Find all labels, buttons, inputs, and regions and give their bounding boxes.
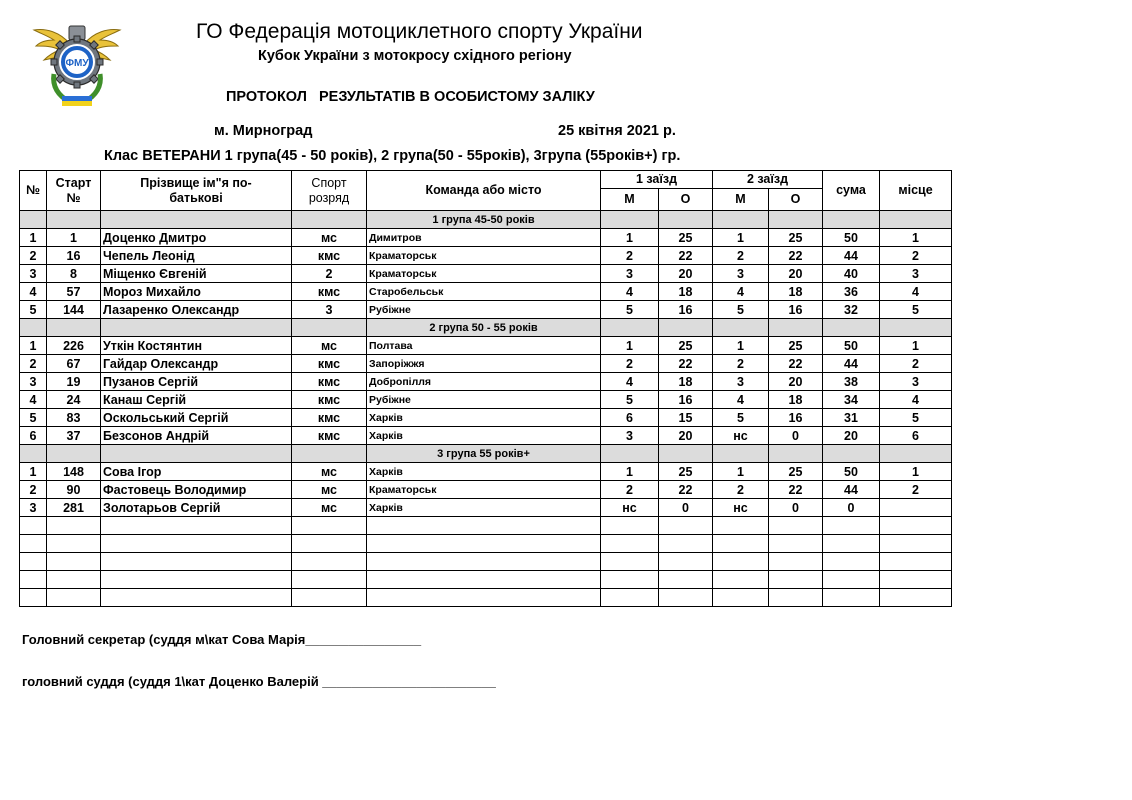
empty-cell [880, 553, 952, 571]
empty-cell [101, 553, 292, 571]
group-header-row [20, 445, 952, 463]
cell-n: 3 [20, 265, 47, 283]
cup-title: Кубок України з мотокросу східного регіону [258, 48, 572, 64]
secretary-line: Головний секретар (суддя м\кат Сова Марія________________ [22, 632, 422, 647]
cell-start: 19 [47, 373, 101, 391]
cell-m1: 1 [601, 229, 659, 247]
empty-cell [367, 553, 601, 571]
cell-o1: 25 [659, 229, 713, 247]
logo-text: ФМУ [65, 58, 89, 69]
empty-cell [601, 571, 659, 589]
empty-cell [20, 517, 47, 535]
cell-team: Харків [367, 499, 601, 517]
empty-cell [713, 553, 769, 571]
empty-cell [101, 211, 292, 229]
table-row [20, 283, 952, 301]
empty-cell [659, 535, 713, 553]
cell-place: 5 [880, 301, 952, 319]
results-body [20, 211, 952, 607]
table-row [20, 463, 952, 481]
cell-m2: нс [713, 427, 769, 445]
cell-o2: 20 [769, 373, 823, 391]
cell-m2: 1 [713, 337, 769, 355]
cell-start: 16 [47, 247, 101, 265]
cell-start: 83 [47, 409, 101, 427]
empty-cell [101, 535, 292, 553]
cell-name: Лазаренко Олександр [101, 301, 292, 319]
empty-cell [292, 553, 367, 571]
table-row [20, 409, 952, 427]
judge-line: головний суддя (суддя 1\кат Доценко Валерій ________________________ [22, 674, 496, 689]
cell-team: Харків [367, 427, 601, 445]
empty-cell [823, 571, 880, 589]
empty-row [20, 535, 952, 553]
empty-cell [769, 589, 823, 607]
cell-sum: 50 [823, 337, 880, 355]
empty-cell [769, 553, 823, 571]
cell-start: 144 [47, 301, 101, 319]
empty-cell [367, 589, 601, 607]
table-row [20, 355, 952, 373]
empty-cell [47, 445, 101, 463]
cell-rank: кмс [292, 391, 367, 409]
cell-o2: 20 [769, 265, 823, 283]
cell-name: Гайдар Олександр [101, 355, 292, 373]
cell-sum: 40 [823, 265, 880, 283]
cell-start: 57 [47, 283, 101, 301]
empty-cell [769, 535, 823, 553]
cell-start: 24 [47, 391, 101, 409]
empty-cell [20, 445, 47, 463]
cell-n: 5 [20, 301, 47, 319]
cell-place: 1 [880, 337, 952, 355]
cell-team: Полтава [367, 337, 601, 355]
empty-cell [880, 571, 952, 589]
col-start: Старт № [47, 171, 101, 211]
cell-m1: 1 [601, 337, 659, 355]
cell-place [880, 499, 952, 517]
cell-n: 2 [20, 355, 47, 373]
cell-rank: кмс [292, 283, 367, 301]
empty-cell [880, 319, 952, 337]
empty-cell [713, 589, 769, 607]
empty-row [20, 571, 952, 589]
cell-team: Рубіжне [367, 391, 601, 409]
cell-m1: 4 [601, 373, 659, 391]
empty-cell [713, 571, 769, 589]
cell-o1: 18 [659, 373, 713, 391]
empty-cell [601, 553, 659, 571]
group-title: 3 група 55 років+ [367, 445, 601, 463]
cell-m2: 4 [713, 391, 769, 409]
cell-o1: 22 [659, 481, 713, 499]
empty-cell [367, 517, 601, 535]
cell-m1: 5 [601, 301, 659, 319]
col-race2: 2 заїзд [713, 171, 823, 189]
empty-cell [101, 319, 292, 337]
cell-m1: 2 [601, 481, 659, 499]
protocol-title: ПРОТОКОЛ РЕЗУЛЬТАТІВ В ОСОБИСТОМУ ЗАЛІКУ [226, 89, 595, 105]
cell-place: 3 [880, 373, 952, 391]
cell-team: Старобельськ [367, 283, 601, 301]
cell-m1: 3 [601, 265, 659, 283]
empty-cell [880, 445, 952, 463]
cell-o2: 25 [769, 337, 823, 355]
empty-cell [292, 535, 367, 553]
cell-m1: 2 [601, 355, 659, 373]
cell-start: 148 [47, 463, 101, 481]
empty-cell [101, 517, 292, 535]
empty-cell [101, 589, 292, 607]
cell-o1: 18 [659, 283, 713, 301]
empty-cell [601, 535, 659, 553]
header-row [20, 171, 952, 189]
group-header-row [20, 211, 952, 229]
empty-cell [292, 517, 367, 535]
cell-name: Сова Ігор [101, 463, 292, 481]
cell-o2: 25 [769, 463, 823, 481]
table-row [20, 337, 952, 355]
empty-cell [769, 211, 823, 229]
cell-o1: 20 [659, 427, 713, 445]
cell-m2: 1 [713, 463, 769, 481]
cell-place: 1 [880, 463, 952, 481]
table-row [20, 229, 952, 247]
table-row [20, 247, 952, 265]
cell-team: Харків [367, 463, 601, 481]
empty-cell [20, 319, 47, 337]
empty-cell [292, 319, 367, 337]
cell-m1: 4 [601, 283, 659, 301]
cell-name: Доценко Дмитро [101, 229, 292, 247]
empty-cell [823, 445, 880, 463]
cell-name: Оскольський Сергій [101, 409, 292, 427]
cell-team: Запоріжжя [367, 355, 601, 373]
empty-cell [292, 211, 367, 229]
empty-cell [880, 589, 952, 607]
cell-rank: кмс [292, 409, 367, 427]
cell-team: Харків [367, 409, 601, 427]
empty-cell [713, 445, 769, 463]
cell-name: Фастовець Володимир [101, 481, 292, 499]
empty-cell [20, 211, 47, 229]
cell-sum: 20 [823, 427, 880, 445]
empty-cell [601, 319, 659, 337]
cell-m2: 2 [713, 481, 769, 499]
table-row [20, 427, 952, 445]
cell-place: 2 [880, 247, 952, 265]
empty-cell [20, 589, 47, 607]
cell-sum: 38 [823, 373, 880, 391]
empty-cell [659, 211, 713, 229]
empty-cell [713, 211, 769, 229]
cell-team: Рубіжне [367, 301, 601, 319]
cell-name: Пузанов Сергій [101, 373, 292, 391]
cell-n: 3 [20, 373, 47, 391]
empty-cell [601, 211, 659, 229]
cell-m1: 5 [601, 391, 659, 409]
cell-o2: 16 [769, 409, 823, 427]
empty-row [20, 589, 952, 607]
col-race1-m: М [601, 189, 659, 211]
cell-start: 281 [47, 499, 101, 517]
empty-cell [47, 535, 101, 553]
cell-n: 3 [20, 499, 47, 517]
cell-o2: 22 [769, 247, 823, 265]
cell-n: 2 [20, 247, 47, 265]
cell-rank: мс [292, 337, 367, 355]
cell-rank: 3 [292, 301, 367, 319]
cell-m2: 2 [713, 247, 769, 265]
cell-sum: 44 [823, 481, 880, 499]
cell-name: Уткін Костянтин [101, 337, 292, 355]
cell-m1: 3 [601, 427, 659, 445]
cell-team: Краматорськ [367, 247, 601, 265]
cell-sum: 44 [823, 247, 880, 265]
empty-cell [880, 535, 952, 553]
empty-cell [769, 319, 823, 337]
col-place: місце [880, 171, 952, 211]
cell-n: 1 [20, 463, 47, 481]
col-rank: Спорт розряд [292, 171, 367, 211]
col-race1-o: О [659, 189, 713, 211]
cell-n: 1 [20, 229, 47, 247]
cell-o2: 22 [769, 355, 823, 373]
empty-cell [659, 553, 713, 571]
cell-name: Міщенко Євгеній [101, 265, 292, 283]
cell-start: 90 [47, 481, 101, 499]
empty-cell [823, 553, 880, 571]
empty-cell [659, 445, 713, 463]
cell-rank: мс [292, 481, 367, 499]
cell-place: 2 [880, 481, 952, 499]
cell-rank: кмс [292, 427, 367, 445]
class-line: Клас ВЕТЕРАНИ 1 група(45 - 50 років), 2 група(50 - 55років), 3група (55років+) гр. [104, 148, 681, 164]
cell-o1: 25 [659, 337, 713, 355]
cell-place: 5 [880, 409, 952, 427]
cell-o1: 20 [659, 265, 713, 283]
cell-sum: 44 [823, 355, 880, 373]
col-race2-o: О [769, 189, 823, 211]
table-row [20, 391, 952, 409]
empty-cell [292, 445, 367, 463]
cell-o1: 16 [659, 391, 713, 409]
empty-cell [47, 319, 101, 337]
cell-o1: 22 [659, 355, 713, 373]
org-title: ГО Федерація мотоциклетного спорту України [196, 20, 643, 43]
cell-m2: нс [713, 499, 769, 517]
cell-rank: 2 [292, 265, 367, 283]
empty-cell [292, 571, 367, 589]
empty-cell [823, 517, 880, 535]
table-row [20, 373, 952, 391]
cell-n: 4 [20, 283, 47, 301]
empty-row [20, 553, 952, 571]
cell-place: 2 [880, 355, 952, 373]
cell-o2: 22 [769, 481, 823, 499]
col-sum: сума [823, 171, 880, 211]
cell-o1: 0 [659, 499, 713, 517]
cell-m2: 3 [713, 373, 769, 391]
cell-o1: 16 [659, 301, 713, 319]
empty-cell [20, 535, 47, 553]
empty-cell [823, 589, 880, 607]
empty-cell [713, 535, 769, 553]
cell-team: Добропілля [367, 373, 601, 391]
cell-place: 1 [880, 229, 952, 247]
table-row [20, 265, 952, 283]
empty-cell [659, 517, 713, 535]
cell-o1: 22 [659, 247, 713, 265]
cell-rank: кмс [292, 247, 367, 265]
empty-cell [659, 319, 713, 337]
cell-n: 1 [20, 337, 47, 355]
cell-sum: 50 [823, 463, 880, 481]
empty-cell [769, 445, 823, 463]
cell-sum: 50 [823, 229, 880, 247]
col-race1: 1 заїзд [601, 171, 713, 189]
empty-cell [47, 589, 101, 607]
cell-start: 1 [47, 229, 101, 247]
empty-cell [769, 517, 823, 535]
cell-m1: 6 [601, 409, 659, 427]
empty-cell [880, 211, 952, 229]
cell-sum: 34 [823, 391, 880, 409]
col-race2-m: М [713, 189, 769, 211]
empty-cell [601, 589, 659, 607]
cell-name: Безсонов Андрій [101, 427, 292, 445]
cell-start: 37 [47, 427, 101, 445]
cell-o2: 18 [769, 391, 823, 409]
cell-n: 5 [20, 409, 47, 427]
cell-name: Чепель Леонід [101, 247, 292, 265]
empty-cell [713, 319, 769, 337]
cell-o2: 25 [769, 229, 823, 247]
cell-place: 3 [880, 265, 952, 283]
cell-rank: кмс [292, 355, 367, 373]
cell-sum: 36 [823, 283, 880, 301]
empty-cell [823, 319, 880, 337]
table-row [20, 481, 952, 499]
cell-o1: 15 [659, 409, 713, 427]
empty-cell [659, 571, 713, 589]
cell-m2: 3 [713, 265, 769, 283]
date: 25 квітня 2021 р. [558, 123, 676, 139]
federation-logo [32, 22, 122, 108]
cell-m2: 4 [713, 283, 769, 301]
cell-rank: мс [292, 229, 367, 247]
empty-cell [47, 211, 101, 229]
cell-o2: 0 [769, 427, 823, 445]
cell-team: Димитров [367, 229, 601, 247]
cell-m2: 2 [713, 355, 769, 373]
table-row [20, 301, 952, 319]
group-title: 1 група 45-50 років [367, 211, 601, 229]
empty-cell [601, 445, 659, 463]
empty-cell [20, 571, 47, 589]
empty-cell [659, 589, 713, 607]
cell-o2: 16 [769, 301, 823, 319]
col-num: № [20, 171, 47, 211]
cell-start: 226 [47, 337, 101, 355]
cell-m1: нс [601, 499, 659, 517]
empty-cell [47, 517, 101, 535]
city: м. Мирноград [214, 123, 313, 139]
empty-cell [823, 211, 880, 229]
empty-cell [713, 517, 769, 535]
empty-cell [20, 553, 47, 571]
cell-sum: 32 [823, 301, 880, 319]
cell-rank: мс [292, 499, 367, 517]
cell-m1: 1 [601, 463, 659, 481]
cell-o2: 0 [769, 499, 823, 517]
empty-cell [292, 589, 367, 607]
cell-m1: 2 [601, 247, 659, 265]
results-table [19, 170, 952, 607]
cell-sum: 0 [823, 499, 880, 517]
cell-m2: 5 [713, 409, 769, 427]
cell-m2: 1 [713, 229, 769, 247]
empty-cell [601, 517, 659, 535]
cell-n: 2 [20, 481, 47, 499]
cell-place: 4 [880, 391, 952, 409]
empty-cell [47, 571, 101, 589]
cell-name: Золотарьов Сергій [101, 499, 292, 517]
group-header-row [20, 319, 952, 337]
cell-name: Канаш Сергій [101, 391, 292, 409]
cell-team: Краматорськ [367, 481, 601, 499]
cell-place: 6 [880, 427, 952, 445]
group-title: 2 група 50 - 55 років [367, 319, 601, 337]
cell-rank: мс [292, 463, 367, 481]
cell-name: Мороз Михайло [101, 283, 292, 301]
cell-sum: 31 [823, 409, 880, 427]
cell-n: 4 [20, 391, 47, 409]
cell-n: 6 [20, 427, 47, 445]
cell-o2: 18 [769, 283, 823, 301]
cell-o1: 25 [659, 463, 713, 481]
cell-place: 4 [880, 283, 952, 301]
cell-team: Краматорськ [367, 265, 601, 283]
cell-start: 67 [47, 355, 101, 373]
empty-cell [101, 445, 292, 463]
cell-rank: кмс [292, 373, 367, 391]
empty-cell [367, 571, 601, 589]
empty-cell [823, 535, 880, 553]
cell-m2: 5 [713, 301, 769, 319]
cell-start: 8 [47, 265, 101, 283]
empty-cell [367, 535, 601, 553]
empty-cell [769, 571, 823, 589]
empty-cell [47, 553, 101, 571]
empty-cell [101, 571, 292, 589]
col-name: Прізвище ім"я по- батькові [101, 171, 292, 211]
table-row [20, 499, 952, 517]
empty-row [20, 517, 952, 535]
empty-cell [880, 517, 952, 535]
col-team: Команда або місто [367, 171, 601, 211]
